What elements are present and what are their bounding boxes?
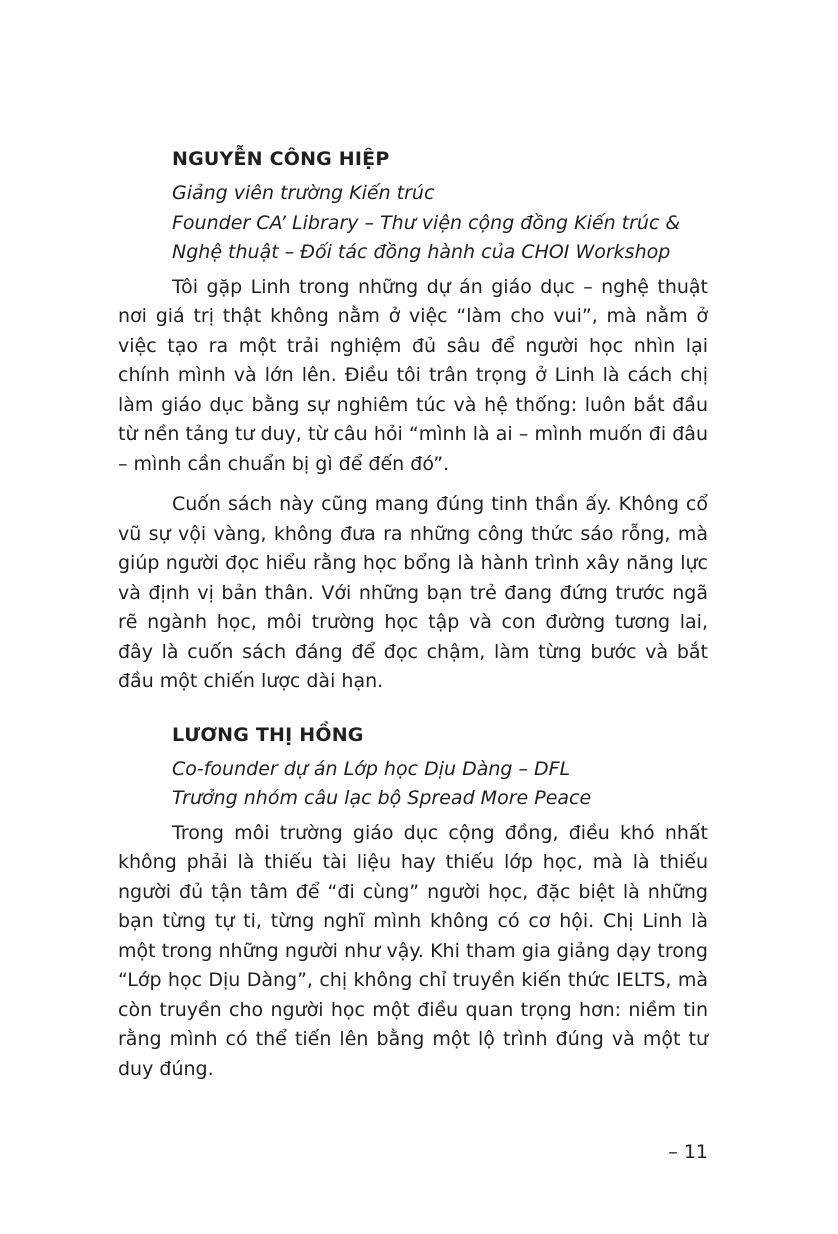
author-role: Co-founder dự án Lớp học Dịu Dàng – DFL [172, 757, 571, 780]
author-role: Giảng viên trường Kiến trúc [172, 182, 435, 204]
page-number: – 11 [668, 1141, 708, 1163]
author-name: LƯƠNG THỊ HỒNG [172, 723, 364, 746]
testimonial-paragraph: Tôi gặp Linh trong những dự án giáo dục – nghệ thuật nơi giá trị thật không nằm ở việc “làm cho vui”, mà nằm ở việc tạo ra một trải nghiệm đủ sâu để người học nhìn lại chính mình và lớn lên. Điều tôi trân trọng ở Linh là cách chị làm giáo dục bằng sự nghiêm túc và hệ thống: luôn bắt đầu từ nền tảng tư duy, từ câu hỏi “mình là ai – mình muốn đi đâu – mình cần chuẩn bị gì để đến đó”. [118, 275, 708, 475]
testimonial-paragraph: Trong môi trường giáo dục cộng đồng, điều khó nhất không phải là thiếu tài liệu hay thiếu lớp học, mà là thiếu người đủ tận tâm để “đi cùng” người học, đặc biệt là những bạn từng tự ti, từng nghĩ mình không có cơ hội. Chị Linh là một trong những người như vậy. Khi tham gia giảng dạy trong “Lớp học Dịu Dàng”, chị không chỉ truyền kiến thức IELTS, mà còn truyền cho người học một điều quan trọng hơn: niềm tin rằng mình có thể tiến lên bằng một lộ trình đúng và một tư duy đúng. [118, 821, 708, 1080]
testimonial-luong-thi-hong [118, 721, 708, 1085]
page-content [118, 145, 708, 1084]
testimonial-nguyen-cong-hiep [118, 145, 708, 697]
author-name: NGUYỄN CÔNG HIỆP [172, 148, 390, 170]
author-role: Founder CA’ Library – Thư viện cộng đồng Kiến trúc & [172, 211, 681, 234]
testimonial-paragraph: Cuốn sách này cũng mang đúng tinh thần ấy. Không cổ vũ sự vội vàng, không đưa ra những công thức sáo rỗng, mà giúp người đọc hiểu rằng học bổng là hành trình xây năng lực và định vị bản thân. Với những bạn trẻ đang đứng trước ngã rẽ ngành học, môi trường học tập và con đường tương lai, đây là cuốn sách đáng để đọc chậm, làm từng bước và bắt đầu một chiến lược dài hạn. [118, 493, 708, 692]
author-role: Nghệ thuật – Đối tác đồng hành của CHOI Workshop [172, 241, 671, 263]
author-role: Trưởng nhóm câu lạc bộ Spread More Peace [172, 787, 592, 809]
